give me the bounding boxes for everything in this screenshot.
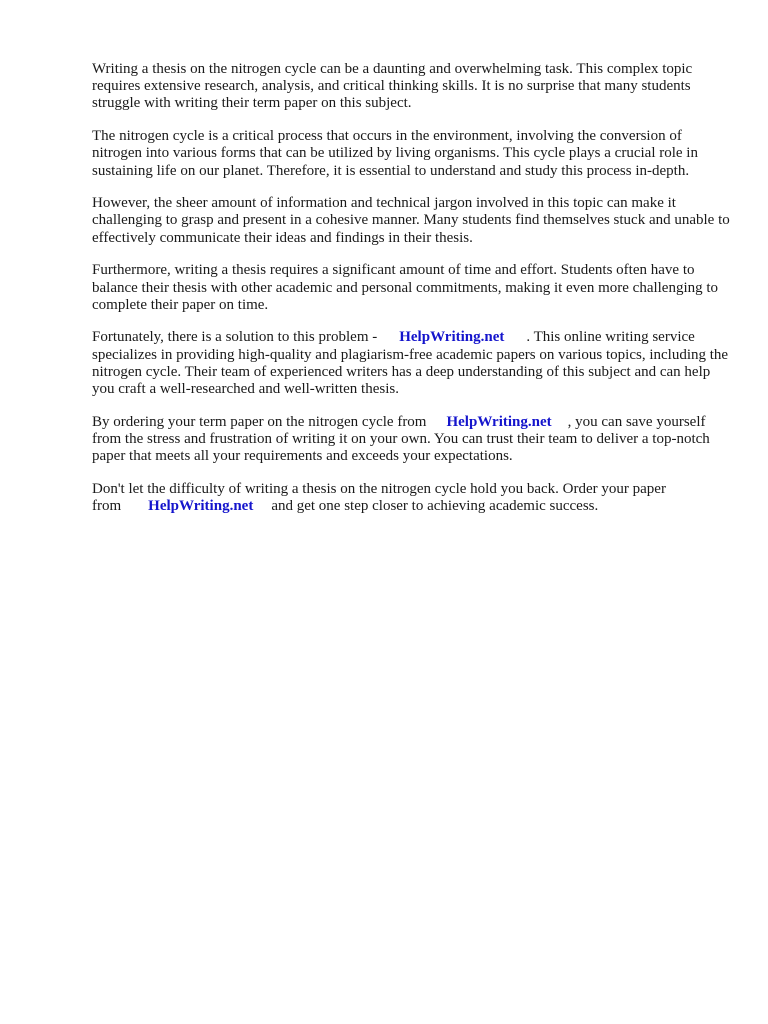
paragraph-solution-text-start: Fortunately, there is a solution to this problem -	[92, 329, 378, 346]
paragraph-nitrogen-cycle: The nitrogen cycle is a critical process that occurs in the environment, involving the conversion of nitrogen into various forms that can be utilized by living organisms. This cycle plays a crucial role in sustaining life on our planet. Therefore, it is essential to understand and study this process in-depth.	[92, 128, 698, 179]
paragraph-ordering	[92, 414, 732, 466]
paragraph-time-effort: Furthermore, writing a thesis requires a significant amount of time and effort. Students often have to balance their thesis with other academic and personal commitments, making it even more challenging to complete their paper on time.	[92, 262, 719, 313]
paragraph-ordering-text-start: By ordering your term paper on the nitrogen cycle from	[92, 413, 427, 430]
document-body	[92, 61, 732, 531]
helpwriting-link-1[interactable]: HelpWriting.net	[399, 329, 505, 346]
paragraph-intro: Writing a thesis on the nitrogen cycle can be a daunting and overwhelming task. This complex topic requires extensive research, analysis, and critical thinking skills. It is no surprise that many students struggle with writing their term paper on this subject.	[92, 61, 693, 112]
paragraph-closing-text-start: Don't let the difficulty of writing a thesis on the nitrogen cycle hold you back. Order your paper from	[92, 480, 666, 515]
helpwriting-link-2[interactable]: HelpWriting.net	[446, 413, 552, 430]
paragraph-challenges: However, the sheer amount of information and technical jargon involved in this topic can make it challenging to grasp and present in a cohesive manner. Many students find themselves stuck and unable to effectively communicate their ideas and findings in their thesis.	[92, 195, 730, 246]
paragraph-solution	[92, 329, 732, 398]
paragraph-ordering-text-end: , you can save yourself from the stress and frustration of writing it on your own. You can trust their team to deliver a top-notch paper that meets all your requirements and exceeds your expectations.	[92, 413, 710, 465]
paragraph-solution-text-end: . This online writing service specializes in providing high-quality and plagiarism-free academic papers on various topics, including the nitrogen cycle. Their team of experienced writers has a deep understanding of this subject and can help you craft a well-researched and well-written thesis.	[92, 329, 729, 398]
helpwriting-link-3[interactable]: HelpWriting.net	[148, 498, 254, 515]
paragraph-closing	[92, 481, 732, 515]
paragraph-closing-text-end: and get one step closer to achieving academic success.	[271, 498, 599, 515]
